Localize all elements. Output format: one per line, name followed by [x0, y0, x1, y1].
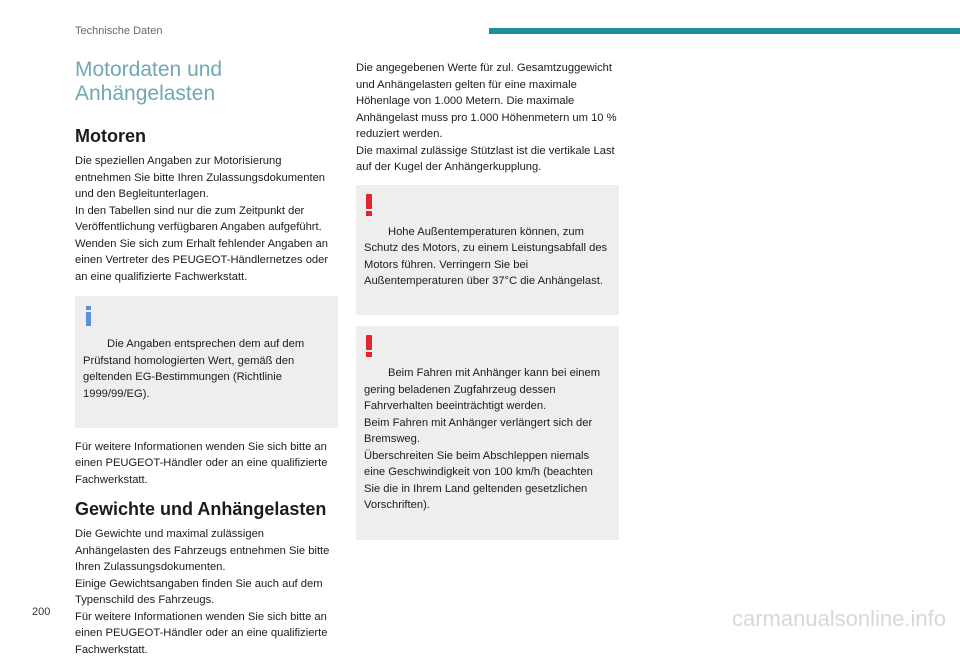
warning-trailer-text: Beim Fahren mit Anhänger kann bei einem gering beladenen Zugfahrzeug dessen Fahrverhalten beeinträchtigt werden. Beim Fahren mit Anhänger verlängert sich der Bremsweg. Überschreiten Sie beim Abschleppen niemals eine Geschwindigkeit von 100 km/h (beachten Sie die in Ihrem Land geltenden gesetzlichen Vorschriften).: [364, 367, 601, 511]
warning-icon: [366, 194, 372, 216]
motoren-text: Die speziellen Angaben zur Motorisierung entnehmen Sie bitte Ihren Zulassungsdokumenten und den Begleitunterlagen. In den Tabellen sind nur die zum Zeitpunkt der Veröffentlichung verfügbaren Angaben aufgeführt. Wenden Sie sich zum Erhalt fehlender Angaben an einen Vertreter des PEUGEOT-Händlernetzes oder an eine qualifizierte Fachwerkstatt.: [75, 155, 329, 283]
section-title-motoren: Motoren: [75, 126, 146, 146]
warning-temperature-text: Hohe Außentemperaturen können, zum Schutz des Motors, zu einem Leistungsabfall des Motors führen. Verringern Sie bei Außentemperaturen über 37°C die Anhängelast.: [364, 225, 608, 287]
motoren-after-note: Für weitere Informationen wenden Sie sich bitte an einen PEUGEOT-Händler oder an eine qualifizierte Fachwerkstatt.: [75, 440, 328, 486]
warning-callout-temperature: [356, 185, 619, 316]
right-column: [356, 60, 619, 551]
watermark-text: carmanualsonline.info: [731, 606, 946, 631]
info-icon: [86, 306, 91, 326]
warning-callout-trailer: [356, 326, 619, 540]
left-column: [75, 58, 338, 658]
warning-icon: [366, 335, 372, 357]
info-callout: [75, 296, 338, 428]
info-note-text: Die Angaben entsprechen dem auf dem Prüfstand homologierten Wert, gemäß den geltenden EG-Bestimmungen (Richtlinie 1999/99/EG).: [83, 338, 305, 400]
chapter-title: Motordaten und Anhängelasten: [75, 58, 223, 105]
towing-intro-text: Die angegebenen Werte für zul. Gesamtzuggewicht und Anhängelasten gelten für eine maximale Höhenlage von 1.000 Metern. Die maximale Anhängelast muss pro 1.000 Höhenmetern um 10 % reduziert werden. Die maximal zulässige Stützlast ist die vertikale Last auf der Kugel der Anhängerkupplung.: [356, 62, 617, 173]
running-header: Technische Daten: [75, 25, 163, 37]
header-accent-bar: [489, 28, 960, 34]
page-number: 200: [32, 606, 51, 618]
section-title-gewichte: Gewichte und Anhängelasten: [75, 499, 327, 519]
gewichte-text: Die Gewichte und maximal zulässigen Anhängelasten des Fahrzeugs entnehmen Sie bitte Ihren Zulassungsdokumenten. Einige Gewichtsangaben finden Sie auch auf dem Typenschild des Fahrzeugs. Für weitere Informationen wenden Sie sich bitte an einen PEUGEOT-Händler oder an eine qualifizierte Fachwerkstatt.: [75, 528, 330, 656]
